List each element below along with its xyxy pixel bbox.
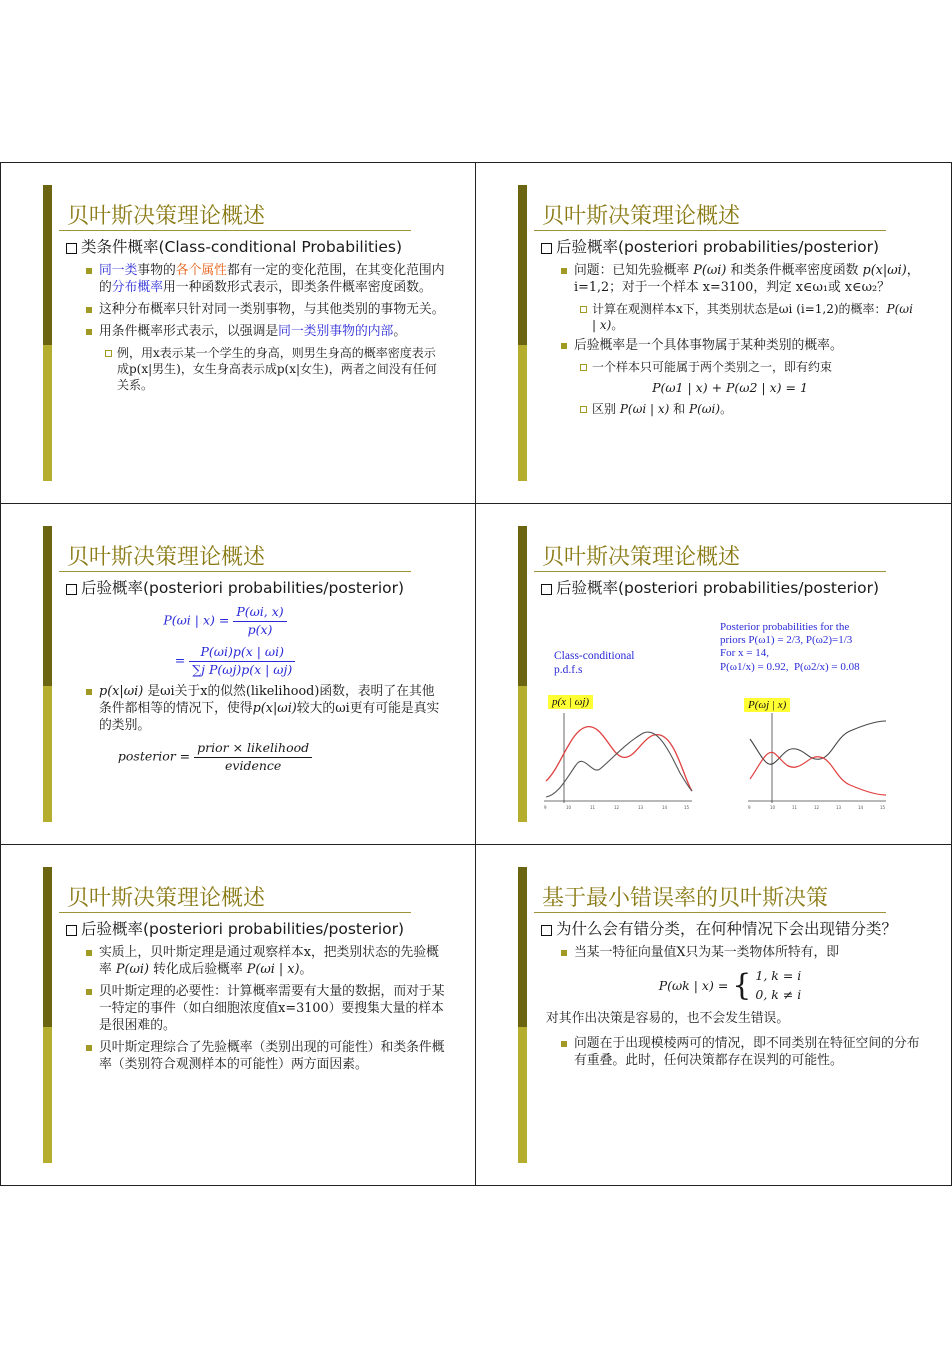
curve-w2 [546, 732, 692, 797]
svg-text:15: 15 [880, 805, 886, 810]
slide-title: 贝叶斯决策理论概述 [67, 545, 266, 570]
slide-6 [476, 845, 952, 1186]
tick-labels [544, 805, 690, 810]
bullet-l2: 贝叶斯定理的必要性：计算概率需要有大量的数据，而对于某一特定的事件（如白细胞浓度值x=3100）要搜集大量的样本是很困难的。 [65, 984, 445, 1035]
slide-content [540, 919, 920, 1075]
bullet-l2: 这种分布概率只针对同一类别事物，与其他类别的事物无关。 [65, 302, 445, 319]
bullet-l2: 用条件概率形式表示，以强调是同一类别事物的内部。 [65, 324, 445, 341]
slide-content [65, 237, 445, 398]
bullet-l3: 例，用x表示某一个学生的身高，则男生身高的概率密度表示成p(x|男生)，女生身高表示成p(x|女生)，两者之间没有任何关系。 [65, 346, 445, 393]
bullet-l2: 问题：已知先验概率 P(ωi) 和类条件概率密度函数 p(x|ωi)，i=1,2；对于一个样本 x=3100，判定 x∈ω₁或 x∈ω₂？ [540, 263, 920, 297]
bullet-l1: 类条件概率(Class-conditional Probabilities) [65, 237, 445, 257]
title-underline [534, 912, 886, 913]
title-underline [59, 912, 411, 913]
bullet-l2: 问题在于出现模棱两可的情况，即不同类别在特征空间的分布有重叠。此时，任何决策都存在误判的可能性。 [540, 1036, 920, 1070]
svg-text:12: 12 [814, 805, 820, 810]
bullet-l3: 区别 P(ωi | x) 和 P(ωi)。 [540, 402, 920, 418]
bullet-l1: 后验概率(posteriori probabilities/posterior) [65, 578, 445, 598]
svg-text:10: 10 [566, 805, 572, 810]
svg-text:9: 9 [544, 805, 547, 810]
accent-bar [518, 526, 527, 822]
curve-w1 [546, 727, 692, 791]
bullet-l1: 后验概率(posteriori probabilities/posterior) [540, 578, 920, 598]
bullet-l2: 后验概率是一个具体事物属于某种类别的概率。 [540, 338, 920, 355]
bullet-l3: 计算在观测样本x下，其类别状态是ωi (i=1,2)的概率：P(ωi | x)。 [540, 302, 920, 334]
curve-posterior-w1 [750, 721, 886, 764]
bullet-l2: 贝叶斯定理综合了先验概率（类别出现的可能性）和类条件概率（类别符合观测样本的可能性）两方面因素。 [65, 1040, 445, 1074]
plain-text: 对其作出决策是容易的，也不会发生错误。 [546, 1010, 790, 1026]
svg-text:9: 9 [748, 805, 751, 810]
bullet-l3: 一个样本只可能属于两个类别之一，即有约束 [540, 360, 920, 376]
title-underline [534, 230, 886, 231]
accent-bar [518, 185, 527, 481]
accent-bar [43, 867, 52, 1163]
bullet-l2: 当某一特征向量值X只为某一类物体所特有，即 [540, 945, 920, 962]
bullet-l2: 同一类事物的各个属性都有一定的变化范围，在其变化范围内的分布概率用一种函数形式表示，即类条件概率密度函数。 [65, 263, 445, 297]
posterior-label: Posterior probabilities for the priors P(ω1) = 2/3, P(ω2)=1/3 For x = 14, P(ω1/x) = 0.92, P(ω2/x) = 0.08 [720, 621, 860, 673]
posterior-plot [744, 709, 890, 817]
slide-title: 贝叶斯决策理论概述 [542, 204, 741, 229]
class-conditional-plot [540, 709, 696, 817]
accent-bar [43, 185, 52, 481]
slide-content [65, 919, 445, 1079]
slide-content [540, 237, 920, 422]
title-underline [534, 571, 886, 572]
likelihood-tag: p(x | ωj) [548, 695, 593, 709]
svg-text:15: 15 [684, 805, 690, 810]
svg-text:13: 13 [836, 805, 842, 810]
bullet-l1: 后验概率(posteriori probabilities/posterior) [65, 919, 445, 939]
handout-grid [0, 162, 952, 1185]
svg-text:11: 11 [792, 805, 798, 810]
posterior-equation: posterior = $\frac{\text{prior × likelihood}}{\text{evidence}}$ [0, 740, 445, 774]
slide-3 [0, 504, 476, 845]
slide-4 [476, 504, 952, 845]
svg-text:14: 14 [662, 805, 668, 810]
slide-title: 贝叶斯决策理论概述 [67, 886, 266, 911]
slide-content [65, 578, 445, 780]
piecewise-equation: P(ωk | x) = { 1, k = i 0, k ≠ i [658, 968, 802, 1004]
slide-title: 基于最小错误率的贝叶斯决策 [542, 886, 829, 911]
bullet-l1: 为什么会有错分类，在何种情况下会出现错分类？ [540, 919, 920, 939]
title-underline [59, 571, 411, 572]
bullet-l2: 实质上，贝叶斯定理是通过观察样本x，把类别状态的先验概率 P(ωi) 转化成后验概率 P(ωi | x)。 [65, 945, 445, 979]
constraint-equation: P(ω1 | x) + P(ω2 | x) = 1 [652, 379, 808, 395]
svg-text:14: 14 [858, 805, 864, 810]
tick-labels [748, 805, 886, 810]
bullet-l1: 后验概率(posteriori probabilities/posterior) [540, 237, 920, 257]
slide-5 [0, 845, 476, 1186]
svg-text:12: 12 [614, 805, 620, 810]
slide-1 [0, 163, 476, 504]
svg-text:10: 10 [770, 805, 776, 810]
accent-bar [518, 867, 527, 1163]
slide-content [540, 578, 920, 604]
slide-2 [476, 163, 952, 504]
title-underline [59, 230, 411, 231]
class-conditional-label: Class-conditional p.d.f.s [554, 650, 635, 676]
posterior-tag: P(ωj | x) [744, 698, 790, 712]
slide-title: 贝叶斯决策理论概述 [67, 204, 266, 229]
bullet-l2: p(x|ωi) 是ωi关于x的似然(likelihood)函数，表明了在其他条件都相等的情况下，使得p(x|ωi)较大的ωi更有可能是真实的类别。 [65, 684, 445, 735]
bayes-equation-2: = $\frac{P(\omega i)p(x | \omega i)}{\text{∑j P(ωj)p(x | ωj)}}$ [25, 644, 445, 678]
svg-text:13: 13 [638, 805, 644, 810]
bayes-equation-1: P(ωi | x) = $\frac{P(\omega i, x)}{p(x)}$ [5, 604, 445, 638]
slide-title: 贝叶斯决策理论概述 [542, 545, 741, 570]
svg-text:11: 11 [590, 805, 596, 810]
